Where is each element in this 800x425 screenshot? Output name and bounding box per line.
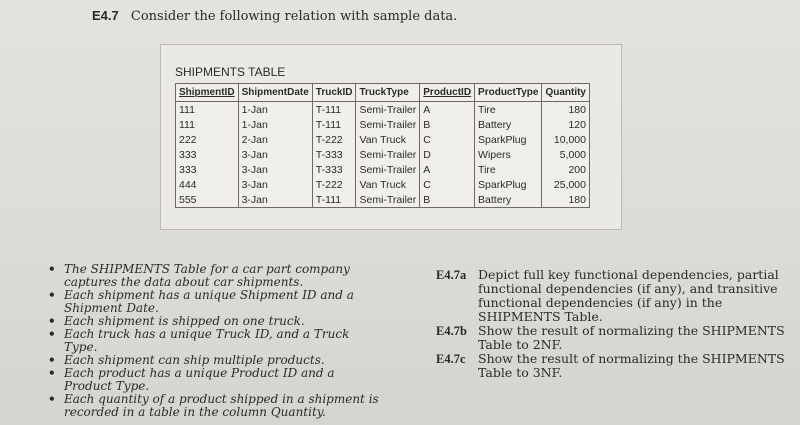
cell: 222 [176, 132, 239, 147]
table-title: SHIPMENTS TABLE [175, 65, 286, 79]
cell: 333 [176, 162, 239, 177]
cell: Tire [475, 102, 542, 118]
cell: 10,000 [542, 132, 590, 147]
exercise-number: E4.7 [92, 8, 119, 23]
cell: Semi-Trailer [356, 117, 420, 132]
list-item: • Each quantity of a product shipped in a shipment is recorded in a table in the column Quantity. [44, 393, 384, 419]
cell: 111 [176, 117, 239, 132]
table-row [176, 117, 590, 132]
question-number: E4.7b [436, 324, 467, 338]
col-shipmentid: ShipmentID [176, 84, 239, 102]
cell: Wipers [475, 147, 542, 162]
cell: T-222 [312, 177, 356, 192]
requirements-list [44, 263, 384, 419]
cell: B [420, 117, 475, 132]
cell: T-333 [312, 147, 356, 162]
cell: 5,000 [542, 147, 590, 162]
table-row [176, 177, 590, 192]
list-item: • Each shipment is shipped on one truck. [44, 315, 384, 328]
cell: Battery [475, 117, 542, 132]
cell: SparkPlug [475, 177, 542, 192]
question-text: Depict full key functional dependencies, partial functional dependencies (if any), and transitive functional dependencies (if any) in the SHIPMENTS Table. [478, 267, 779, 324]
table-row [176, 192, 590, 208]
exercise-heading [92, 8, 457, 24]
cell: Tire [475, 162, 542, 177]
cell: B [420, 192, 475, 208]
table-row [176, 102, 590, 118]
cell: 180 [542, 102, 590, 118]
table-row [176, 162, 590, 177]
cell: 555 [176, 192, 239, 208]
list-item: • Each shipment can ship multiple products. [44, 354, 384, 367]
cell: Semi-Trailer [356, 147, 420, 162]
list-item: • Each shipment has a unique Shipment ID and a Shipment Date. [44, 289, 384, 315]
cell: T-333 [312, 162, 356, 177]
cell: T-111 [312, 102, 356, 118]
cell: C [420, 177, 475, 192]
list-item: • Each truck has a unique Truck ID, and a Truck Type. [44, 328, 384, 354]
cell: 3-Jan [238, 192, 312, 208]
cell: 200 [542, 162, 590, 177]
col-productid: ProductID [420, 84, 475, 102]
cell: Semi-Trailer [356, 162, 420, 177]
cell: 180 [542, 192, 590, 208]
cell: 25,000 [542, 177, 590, 192]
cell: D [420, 147, 475, 162]
col-truckid: TruckID [312, 84, 356, 102]
cell: A [420, 162, 475, 177]
cell: SparkPlug [475, 132, 542, 147]
cell: Van Truck [356, 132, 420, 147]
table-header-row [176, 84, 590, 102]
cell: 111 [176, 102, 239, 118]
list-item: • Each product has a unique Product ID and a Product Type. [44, 367, 384, 393]
cell: A [420, 102, 475, 118]
exercise-prompt: Consider the following relation with sample data. [130, 9, 458, 24]
table-row [176, 147, 590, 162]
cell: T-111 [312, 192, 356, 208]
cell: Van Truck [356, 177, 420, 192]
cell: T-111 [312, 117, 356, 132]
cell: 1-Jan [238, 117, 312, 132]
cell: 2-Jan [238, 132, 312, 147]
col-quantity: Quantity [542, 84, 590, 102]
question-number: E4.7a [436, 268, 467, 282]
cell: 1-Jan [238, 102, 312, 118]
question-item [436, 324, 786, 352]
list-item: • The SHIPMENTS Table for a car part company captures the data about car shipments. [44, 263, 384, 289]
cell: 444 [176, 177, 239, 192]
cell: 3-Jan [238, 162, 312, 177]
question-text: Show the result of normalizing the SHIPMENTS Table to 3NF. [478, 351, 785, 380]
question-list [436, 268, 786, 380]
shipments-table [175, 83, 590, 208]
question-text: Show the result of normalizing the SHIPMENTS Table to 2NF. [478, 323, 785, 352]
question-item [436, 268, 786, 324]
cell: Semi-Trailer [356, 102, 420, 118]
cell: 333 [176, 147, 239, 162]
col-shipmentdate: ShipmentDate [238, 84, 312, 102]
col-trucktype: TruckType [356, 84, 420, 102]
col-producttype: ProductType [475, 84, 542, 102]
shipments-table-panel [160, 44, 622, 230]
cell: Semi-Trailer [356, 192, 420, 208]
cell: T-222 [312, 132, 356, 147]
question-number: E4.7c [436, 352, 466, 366]
cell: 3-Jan [238, 177, 312, 192]
cell: 3-Jan [238, 147, 312, 162]
cell: C [420, 132, 475, 147]
cell: Battery [475, 192, 542, 208]
question-item [436, 352, 786, 380]
table-row [176, 132, 590, 147]
cell: 120 [542, 117, 590, 132]
